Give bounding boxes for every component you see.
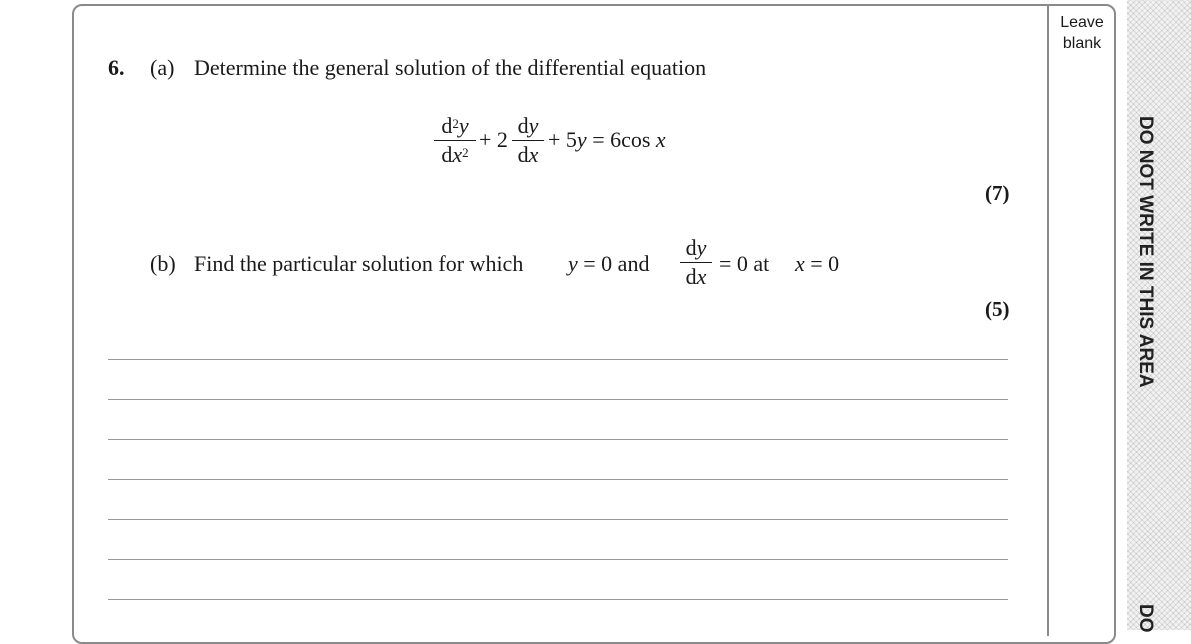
leave-blank-label (1050, 12, 1114, 54)
part-b-marks: (5) (985, 297, 1010, 321)
part-b-text: Find the particular solution for which (194, 251, 524, 276)
answer-line[interactable] (108, 479, 1008, 480)
answer-line[interactable] (108, 439, 1008, 440)
part-b-label: (b) (150, 251, 176, 276)
leave-blank-line2: blank (1062, 35, 1102, 52)
eq-rhs: + 5y = 6cos x (548, 127, 666, 152)
fraction-d2y-dx2: $d^2y$ $dx^2$ (434, 114, 476, 167)
part-a-text: Determine the general solution of the differential equation (194, 55, 707, 80)
fraction-dy-dx-b: dy dx (680, 236, 712, 289)
condition-y-zero: y = 0 and (568, 251, 650, 276)
fraction-dy-dx: dy dx (512, 114, 544, 167)
question-number: 6. (108, 55, 125, 80)
leave-blank-line1: Leave (1060, 14, 1104, 31)
answer-line[interactable] (108, 599, 1008, 600)
condition-dydx-zero: = 0 at (719, 251, 770, 276)
part-a-marks: (7) (985, 181, 1010, 205)
answer-line[interactable] (108, 359, 1008, 360)
leave-blank-divider (1047, 6, 1049, 636)
condition-x-zero: x = 0 (795, 251, 840, 276)
do-not-write-label-cut: DO (1135, 604, 1156, 633)
answer-line[interactable] (108, 559, 1008, 560)
answer-line[interactable] (108, 519, 1008, 520)
do-not-write-label: DO NOT WRITE IN THIS AREA (1135, 116, 1156, 388)
eq-plus-2: + 2 (479, 127, 508, 152)
answer-line[interactable] (108, 399, 1008, 400)
part-a-label: (a) (150, 55, 175, 80)
question-frame (72, 4, 1116, 644)
